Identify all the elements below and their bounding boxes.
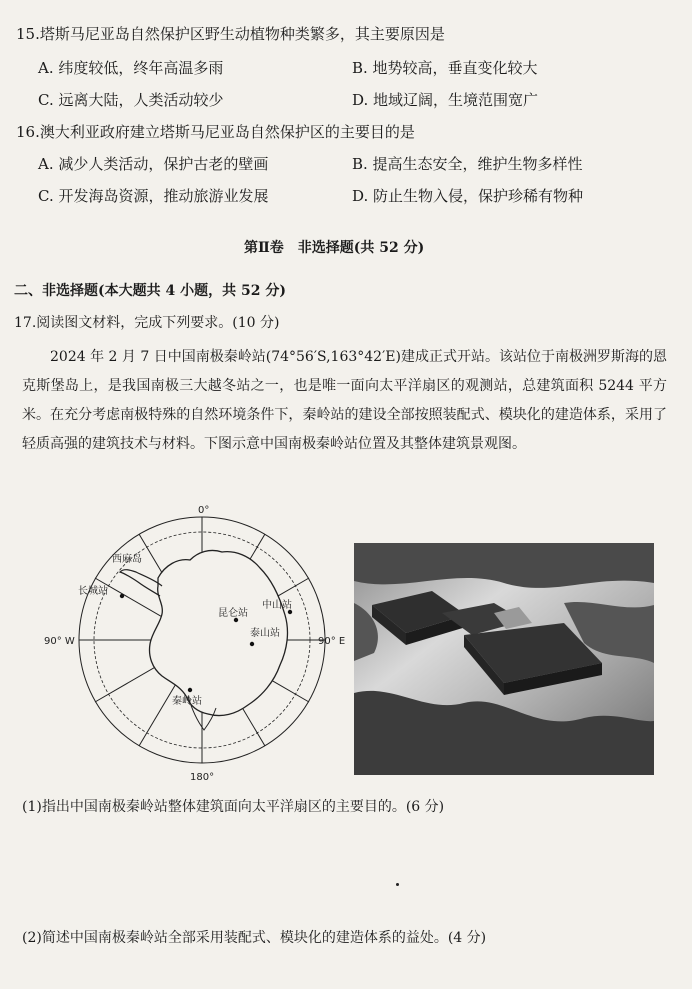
q16-option-c: C. 开发海岛资源，推动旅游业发展: [38, 187, 269, 205]
q15-option-d: D. 地域辽阔，生境范围宽广: [352, 91, 539, 109]
map-label-90e: 90° E: [318, 636, 346, 647]
taishan-station-marker: [250, 642, 254, 646]
q17-material: 2024 年 2 月 7 日中国南极秦岭站(74°56′S,163°42′E)建成正式开站。该站位于南极洲罗斯海的恩克斯堡岛上，是我国南极三大越冬站之一，也是唯一面向太平洋扇区的观测站，总建筑面积 5244 平方米。在充分考虑南极特殊的自然环境条件下，秦岭站的建设全部按照装配式、模块化的建造体系，采用了轻质高强的建筑技术与材料。下图示意中国南极秦岭站位置及其整体建筑景观图。: [22, 349, 667, 452]
map-label-zhongshan: 中山站: [262, 600, 292, 611]
antarctic-peninsula: [120, 570, 162, 596]
stray-mark: [396, 883, 399, 886]
map-label-0: 0°: [198, 505, 210, 516]
q15-option-a: A. 纬度较低，终年高温多雨: [38, 59, 224, 77]
changcheng-station-marker: [120, 594, 124, 598]
q15-option-c: C. 远离大陆，人类活动较少: [38, 91, 224, 109]
q16-option-a: A. 减少人类活动，保护古老的壁画: [38, 155, 269, 173]
q16-option-d: D. 防止生物入侵，保护珍稀有物种: [352, 187, 584, 205]
q17-sub1: (1)指出中国南极秦岭站整体建筑面向太平洋扇区的主要目的。(6 分): [22, 799, 445, 815]
qinling-station-photo: [354, 543, 654, 775]
q16-stem: 16.澳大利亚政府建立塔斯马尼亚岛自然保护区的主要目的是: [16, 123, 415, 141]
q17-stem: 17.阅读图文材料，完成下列要求。(10 分): [14, 315, 280, 331]
qinling-station-marker: [188, 688, 192, 692]
part2-title: 第Ⅱ卷 非选择题(共 52 分): [244, 240, 425, 256]
q17-sub2: (2)简述中国南极秦岭站全部采用装配式、模块化的建造体系的益处。(4 分): [22, 930, 487, 946]
antarctica-polar-map: [40, 500, 350, 785]
map-label-qinling: 秦岭站: [172, 696, 202, 707]
map-label-kunlun: 昆仑站: [218, 608, 248, 619]
section2-header: 二、非选择题(本大题共 4 小题，共 52 分): [14, 283, 286, 299]
map-label-taishan: 泰山站: [250, 628, 280, 639]
map-label-changcheng: 长城站: [78, 586, 108, 597]
map-label-180: 180°: [190, 772, 215, 783]
map-label-90w: 90° W: [44, 636, 75, 647]
q15-option-b: B. 地势较高，垂直变化较大: [352, 59, 538, 77]
q15-stem: 15.塔斯马尼亚岛自然保护区野生动植物种类繁多，其主要原因是: [16, 25, 445, 43]
q16-option-b: B. 提高生态安全，维护生物多样性: [352, 155, 583, 173]
map-label-xizhou: 西麻岛: [112, 554, 142, 565]
